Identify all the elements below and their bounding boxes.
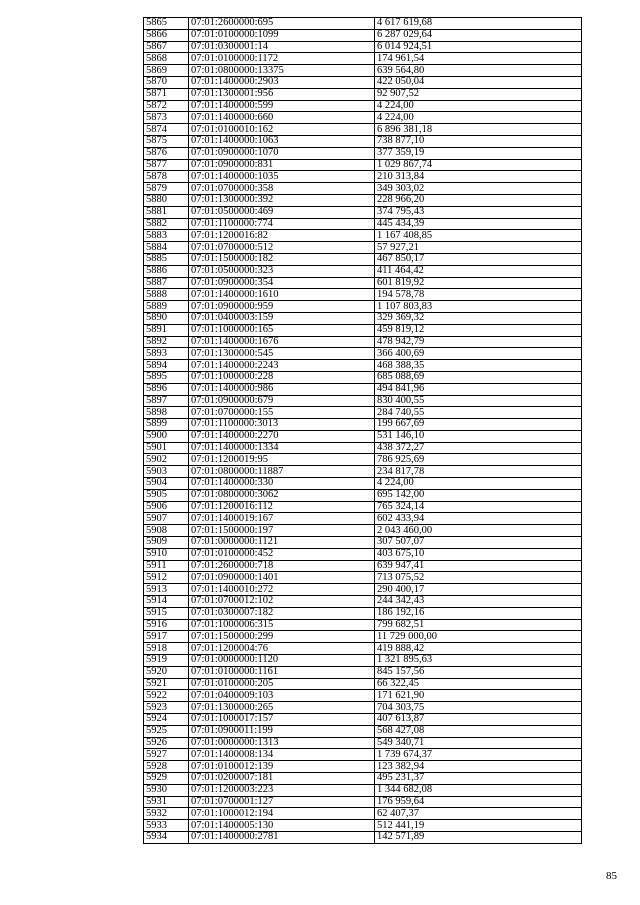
row-number-cell: 5877 bbox=[144, 159, 189, 171]
row-number-cell: 5922 bbox=[144, 690, 189, 702]
cadastral-number-cell: 07:01:1000000:228 bbox=[189, 371, 375, 383]
cadastral-value-cell: 512 441,19 bbox=[375, 820, 582, 832]
cadastral-number-cell: 07:01:1400010:272 bbox=[189, 584, 375, 596]
cadastral-number-cell: 07:01:1500000:182 bbox=[189, 253, 375, 265]
cadastral-value-cell: 329 369,32 bbox=[375, 312, 582, 324]
row-number-cell: 5872 bbox=[144, 100, 189, 112]
cadastral-value-cell: 4 617 619,68 bbox=[375, 18, 582, 30]
table-row bbox=[144, 29, 582, 41]
cadastral-value-cell: 799 682,51 bbox=[375, 619, 582, 631]
table-row bbox=[144, 230, 582, 242]
cadastral-number-cell: 07:01:0900000:959 bbox=[189, 301, 375, 313]
cadastral-value-cell: 531 146,10 bbox=[375, 430, 582, 442]
cadastral-value-cell: 403 675,10 bbox=[375, 548, 582, 560]
table-row bbox=[144, 336, 582, 348]
table-row bbox=[144, 312, 582, 324]
row-number-cell: 5919 bbox=[144, 655, 189, 667]
cadastral-number-cell: 07:01:1200016:112 bbox=[189, 501, 375, 513]
cadastral-number-cell: 07:01:0700000:512 bbox=[189, 242, 375, 254]
row-number-cell: 5867 bbox=[144, 41, 189, 53]
cadastral-number-cell: 07:01:1200004:76 bbox=[189, 643, 375, 655]
cadastral-number-cell: 07:01:1400005:130 bbox=[189, 820, 375, 832]
cadastral-number-cell: 07:01:0100000:205 bbox=[189, 678, 375, 690]
cadastral-value-cell: 6 287 029,64 bbox=[375, 29, 582, 41]
row-number-cell: 5921 bbox=[144, 678, 189, 690]
table-row bbox=[144, 242, 582, 254]
cadastral-number-cell: 07:01:0300001:14 bbox=[189, 41, 375, 53]
cadastral-number-cell: 07:01:1000006:315 bbox=[189, 619, 375, 631]
table-row bbox=[144, 454, 582, 466]
row-number-cell: 5907 bbox=[144, 513, 189, 525]
table-row bbox=[144, 371, 582, 383]
cadastral-number-cell: 07:01:0000000:1313 bbox=[189, 737, 375, 749]
cadastral-value-cell: 765 324,14 bbox=[375, 501, 582, 513]
row-number-cell: 5890 bbox=[144, 312, 189, 324]
table-row bbox=[144, 253, 582, 265]
table-row bbox=[144, 820, 582, 832]
cadastral-value-cell: 194 578,78 bbox=[375, 289, 582, 301]
cadastral-value-cell: 174 961,54 bbox=[375, 53, 582, 65]
table-row bbox=[144, 395, 582, 407]
row-number-cell: 5924 bbox=[144, 714, 189, 726]
table-row bbox=[144, 761, 582, 773]
cadastral-number-cell: 07:01:0500000:323 bbox=[189, 265, 375, 277]
row-number-cell: 5885 bbox=[144, 253, 189, 265]
cadastral-value-cell: 374 795,43 bbox=[375, 206, 582, 218]
table-row bbox=[144, 607, 582, 619]
cadastral-value-cell: 713 075,52 bbox=[375, 572, 582, 584]
cadastral-number-cell: 07:01:1100000:774 bbox=[189, 218, 375, 230]
table-row bbox=[144, 725, 582, 737]
row-number-cell: 5866 bbox=[144, 29, 189, 41]
row-number-cell: 5929 bbox=[144, 773, 189, 785]
row-number-cell: 5883 bbox=[144, 230, 189, 242]
row-number-cell: 5897 bbox=[144, 395, 189, 407]
cadastral-number-cell: 07:01:0100010:162 bbox=[189, 124, 375, 136]
cadastral-value-cell: 11 729 000,00 bbox=[375, 631, 582, 643]
table-row bbox=[144, 442, 582, 454]
cadastral-value-cell: 478 942,79 bbox=[375, 336, 582, 348]
cadastral-value-cell: 685 088,69 bbox=[375, 371, 582, 383]
table-row bbox=[144, 419, 582, 431]
cadastral-value-cell: 186 192,16 bbox=[375, 607, 582, 619]
cadastral-number-cell: 07:01:1400008:134 bbox=[189, 749, 375, 761]
cadastral-number-cell: 07:01:1500000:299 bbox=[189, 631, 375, 643]
cadastral-number-cell: 07:01:1400000:1035 bbox=[189, 171, 375, 183]
cadastral-number-cell: 07:01:1400000:1610 bbox=[189, 289, 375, 301]
table-row bbox=[144, 831, 582, 843]
cadastral-value-cell: 438 372,27 bbox=[375, 442, 582, 454]
cadastral-number-cell: 07:01:1400000:986 bbox=[189, 383, 375, 395]
row-number-cell: 5920 bbox=[144, 666, 189, 678]
row-number-cell: 5875 bbox=[144, 135, 189, 147]
row-number-cell: 5868 bbox=[144, 53, 189, 65]
cadastral-value-cell: 57 927,21 bbox=[375, 242, 582, 254]
row-number-cell: 5931 bbox=[144, 796, 189, 808]
table-row bbox=[144, 147, 582, 159]
cadastral-number-cell: 07:01:1400000:1063 bbox=[189, 135, 375, 147]
table-row bbox=[144, 773, 582, 785]
table-row bbox=[144, 289, 582, 301]
table-row bbox=[144, 489, 582, 501]
table-row bbox=[144, 596, 582, 608]
cadastral-value-cell: 142 571,89 bbox=[375, 831, 582, 843]
table-row bbox=[144, 430, 582, 442]
row-number-cell: 5874 bbox=[144, 124, 189, 136]
cadastral-number-cell: 07:01:0100000:452 bbox=[189, 548, 375, 560]
cadastral-value-cell: 4 224,00 bbox=[375, 112, 582, 124]
row-number-cell: 5933 bbox=[144, 820, 189, 832]
cadastral-number-cell: 07:01:1000017:157 bbox=[189, 714, 375, 726]
table-body bbox=[144, 18, 582, 844]
row-number-cell: 5910 bbox=[144, 548, 189, 560]
cadastral-value-cell: 495 231,37 bbox=[375, 773, 582, 785]
table-row bbox=[144, 513, 582, 525]
cadastral-number-cell: 07:01:0100000:1172 bbox=[189, 53, 375, 65]
table-row bbox=[144, 749, 582, 761]
cadastral-value-cell: 66 322,45 bbox=[375, 678, 582, 690]
table-row bbox=[144, 100, 582, 112]
table-row bbox=[144, 501, 582, 513]
cadastral-value-cell: 366 400,69 bbox=[375, 348, 582, 360]
row-number-cell: 5930 bbox=[144, 784, 189, 796]
cadastral-value-cell: 6 896 381,18 bbox=[375, 124, 582, 136]
cadastral-value-cell: 411 464,42 bbox=[375, 265, 582, 277]
cadastral-number-cell: 07:01:0800000:3062 bbox=[189, 489, 375, 501]
cadastral-value-table bbox=[143, 17, 582, 844]
cadastral-value-cell: 123 382,94 bbox=[375, 761, 582, 773]
cadastral-number-cell: 07:01:0300007:182 bbox=[189, 607, 375, 619]
row-number-cell: 5903 bbox=[144, 466, 189, 478]
table-row bbox=[144, 784, 582, 796]
cadastral-number-cell: 07:01:0100012:139 bbox=[189, 761, 375, 773]
table-row bbox=[144, 655, 582, 667]
cadastral-value-cell: 1 739 674,37 bbox=[375, 749, 582, 761]
table-row bbox=[144, 159, 582, 171]
table-row bbox=[144, 65, 582, 77]
cadastral-value-cell: 407 613,87 bbox=[375, 714, 582, 726]
table-row bbox=[144, 53, 582, 65]
cadastral-number-cell: 07:01:0000000:1120 bbox=[189, 655, 375, 667]
table-row bbox=[144, 265, 582, 277]
cadastral-number-cell: 07:01:1500000:197 bbox=[189, 525, 375, 537]
cadastral-number-cell: 07:01:2600000:695 bbox=[189, 18, 375, 30]
cadastral-number-cell: 07:01:0900000:1401 bbox=[189, 572, 375, 584]
cadastral-value-cell: 210 313,84 bbox=[375, 171, 582, 183]
cadastral-value-cell: 349 303,02 bbox=[375, 183, 582, 195]
cadastral-number-cell: 07:01:0800000:11887 bbox=[189, 466, 375, 478]
row-number-cell: 5913 bbox=[144, 584, 189, 596]
row-number-cell: 5882 bbox=[144, 218, 189, 230]
cadastral-number-cell: 07:01:1400000:330 bbox=[189, 478, 375, 490]
row-number-cell: 5916 bbox=[144, 619, 189, 631]
cadastral-value-cell: 830 400,55 bbox=[375, 395, 582, 407]
cadastral-number-cell: 07:01:1400000:2781 bbox=[189, 831, 375, 843]
cadastral-value-cell: 377 359,19 bbox=[375, 147, 582, 159]
row-number-cell: 5869 bbox=[144, 65, 189, 77]
cadastral-number-cell: 07:01:1400000:1676 bbox=[189, 336, 375, 348]
row-number-cell: 5902 bbox=[144, 454, 189, 466]
table-row bbox=[144, 124, 582, 136]
cadastral-value-cell: 1 029 867,74 bbox=[375, 159, 582, 171]
cadastral-number-cell: 07:01:1300000:392 bbox=[189, 194, 375, 206]
cadastral-value-cell: 639 564,80 bbox=[375, 65, 582, 77]
table-row bbox=[144, 171, 582, 183]
cadastral-number-cell: 07:01:0700001:127 bbox=[189, 796, 375, 808]
table-row bbox=[144, 737, 582, 749]
row-number-cell: 5873 bbox=[144, 112, 189, 124]
cadastral-value-cell: 639 947,41 bbox=[375, 560, 582, 572]
cadastral-number-cell: 07:01:0800000:13375 bbox=[189, 65, 375, 77]
cadastral-number-cell: 07:01:0900000:831 bbox=[189, 159, 375, 171]
cadastral-number-cell: 07:01:0900011:199 bbox=[189, 725, 375, 737]
row-number-cell: 5889 bbox=[144, 301, 189, 313]
table-row bbox=[144, 560, 582, 572]
cadastral-value-cell: 494 841,96 bbox=[375, 383, 582, 395]
cadastral-number-cell: 07:01:0200007:181 bbox=[189, 773, 375, 785]
table-row bbox=[144, 584, 582, 596]
row-number-cell: 5901 bbox=[144, 442, 189, 454]
cadastral-number-cell: 07:01:1000012:194 bbox=[189, 808, 375, 820]
table-row bbox=[144, 702, 582, 714]
cadastral-value-cell: 1 344 682,08 bbox=[375, 784, 582, 796]
row-number-cell: 5906 bbox=[144, 501, 189, 513]
table-row bbox=[144, 548, 582, 560]
row-number-cell: 5918 bbox=[144, 643, 189, 655]
cadastral-number-cell: 07:01:1300000:545 bbox=[189, 348, 375, 360]
cadastral-value-cell: 290 400,17 bbox=[375, 584, 582, 596]
row-number-cell: 5911 bbox=[144, 560, 189, 572]
cadastral-number-cell: 07:01:0500000:469 bbox=[189, 206, 375, 218]
row-number-cell: 5904 bbox=[144, 478, 189, 490]
cadastral-number-cell: 07:01:2600000:718 bbox=[189, 560, 375, 572]
row-number-cell: 5927 bbox=[144, 749, 189, 761]
cadastral-value-cell: 845 157,56 bbox=[375, 666, 582, 678]
row-number-cell: 5908 bbox=[144, 525, 189, 537]
cadastral-value-cell: 199 667,69 bbox=[375, 419, 582, 431]
row-number-cell: 5909 bbox=[144, 537, 189, 549]
table-row bbox=[144, 478, 582, 490]
table-row bbox=[144, 277, 582, 289]
cadastral-number-cell: 07:01:0900000:679 bbox=[189, 395, 375, 407]
cadastral-value-cell: 568 427,08 bbox=[375, 725, 582, 737]
cadastral-number-cell: 07:01:1000000:165 bbox=[189, 324, 375, 336]
cadastral-number-cell: 07:01:1400000:2243 bbox=[189, 360, 375, 372]
cadastral-value-cell: 307 507,07 bbox=[375, 537, 582, 549]
row-number-cell: 5888 bbox=[144, 289, 189, 301]
table-row bbox=[144, 714, 582, 726]
cadastral-value-cell: 419 888,42 bbox=[375, 643, 582, 655]
row-number-cell: 5925 bbox=[144, 725, 189, 737]
table-row bbox=[144, 631, 582, 643]
table-row bbox=[144, 466, 582, 478]
table-row bbox=[144, 678, 582, 690]
row-number-cell: 5915 bbox=[144, 607, 189, 619]
cadastral-value-cell: 445 434,39 bbox=[375, 218, 582, 230]
row-number-cell: 5876 bbox=[144, 147, 189, 159]
cadastral-value-cell: 228 966,20 bbox=[375, 194, 582, 206]
page-number: 85 bbox=[606, 870, 617, 882]
cadastral-value-cell: 602 433,94 bbox=[375, 513, 582, 525]
row-number-cell: 5887 bbox=[144, 277, 189, 289]
cadastral-number-cell: 07:01:1400019:167 bbox=[189, 513, 375, 525]
table-row bbox=[144, 76, 582, 88]
row-number-cell: 5884 bbox=[144, 242, 189, 254]
row-number-cell: 5896 bbox=[144, 383, 189, 395]
cadastral-value-cell: 234 817,78 bbox=[375, 466, 582, 478]
row-number-cell: 5914 bbox=[144, 596, 189, 608]
row-number-cell: 5928 bbox=[144, 761, 189, 773]
row-number-cell: 5923 bbox=[144, 702, 189, 714]
cadastral-value-cell: 601 819,92 bbox=[375, 277, 582, 289]
table-row bbox=[144, 666, 582, 678]
table-row bbox=[144, 572, 582, 584]
cadastral-number-cell: 07:01:0000000:1121 bbox=[189, 537, 375, 549]
table-row bbox=[144, 183, 582, 195]
cadastral-value-cell: 4 224,00 bbox=[375, 478, 582, 490]
cadastral-number-cell: 07:01:0900000:1070 bbox=[189, 147, 375, 159]
cadastral-number-cell: 07:01:1200016:82 bbox=[189, 230, 375, 242]
cadastral-number-cell: 07:01:0400009:103 bbox=[189, 690, 375, 702]
cadastral-number-cell: 07:01:1400000:599 bbox=[189, 100, 375, 112]
row-number-cell: 5870 bbox=[144, 76, 189, 88]
row-number-cell: 5926 bbox=[144, 737, 189, 749]
row-number-cell: 5895 bbox=[144, 371, 189, 383]
cadastral-value-cell: 1 321 895,63 bbox=[375, 655, 582, 667]
cadastral-value-cell: 468 388,35 bbox=[375, 360, 582, 372]
table-row bbox=[144, 135, 582, 147]
cadastral-value-cell: 171 621,90 bbox=[375, 690, 582, 702]
cadastral-number-cell: 07:01:0100000:1099 bbox=[189, 29, 375, 41]
cadastral-value-cell: 176 959,64 bbox=[375, 796, 582, 808]
table-row bbox=[144, 18, 582, 30]
cadastral-value-cell: 467 850,17 bbox=[375, 253, 582, 265]
cadastral-value-cell: 549 340,71 bbox=[375, 737, 582, 749]
row-number-cell: 5879 bbox=[144, 183, 189, 195]
row-number-cell: 5878 bbox=[144, 171, 189, 183]
cadastral-number-cell: 07:01:1400000:2270 bbox=[189, 430, 375, 442]
cadastral-number-cell: 07:01:1200003:223 bbox=[189, 784, 375, 796]
cadastral-value-cell: 6 014 924,51 bbox=[375, 41, 582, 53]
cadastral-value-cell: 92 907,52 bbox=[375, 88, 582, 100]
table-row bbox=[144, 88, 582, 100]
table-row bbox=[144, 360, 582, 372]
row-number-cell: 5871 bbox=[144, 88, 189, 100]
row-number-cell: 5934 bbox=[144, 831, 189, 843]
row-number-cell: 5932 bbox=[144, 808, 189, 820]
cadastral-value-cell: 738 877,10 bbox=[375, 135, 582, 147]
row-number-cell: 5880 bbox=[144, 194, 189, 206]
cadastral-number-cell: 07:01:0700000:358 bbox=[189, 183, 375, 195]
cadastral-value-cell: 1 107 803,83 bbox=[375, 301, 582, 313]
cadastral-value-cell: 786 925,69 bbox=[375, 454, 582, 466]
table-row bbox=[144, 383, 582, 395]
cadastral-value-cell: 62 407,37 bbox=[375, 808, 582, 820]
cadastral-number-cell: 07:01:1400000:660 bbox=[189, 112, 375, 124]
row-number-cell: 5886 bbox=[144, 265, 189, 277]
row-number-cell: 5893 bbox=[144, 348, 189, 360]
table-row bbox=[144, 690, 582, 702]
row-number-cell: 5905 bbox=[144, 489, 189, 501]
row-number-cell: 5917 bbox=[144, 631, 189, 643]
cadastral-number-cell: 07:01:1400000:2903 bbox=[189, 76, 375, 88]
table-row bbox=[144, 643, 582, 655]
table-row bbox=[144, 619, 582, 631]
cadastral-number-cell: 07:01:1300000:265 bbox=[189, 702, 375, 714]
cadastral-value-cell: 422 050,04 bbox=[375, 76, 582, 88]
table-row bbox=[144, 407, 582, 419]
cadastral-number-cell: 07:01:1200019:95 bbox=[189, 454, 375, 466]
table-row bbox=[144, 808, 582, 820]
cadastral-number-cell: 07:01:0400003:159 bbox=[189, 312, 375, 324]
row-number-cell: 5900 bbox=[144, 430, 189, 442]
table-row bbox=[144, 348, 582, 360]
table-row bbox=[144, 194, 582, 206]
table-row bbox=[144, 112, 582, 124]
table-row bbox=[144, 796, 582, 808]
table-row bbox=[144, 301, 582, 313]
cadastral-value-cell: 704 303,75 bbox=[375, 702, 582, 714]
row-number-cell: 5881 bbox=[144, 206, 189, 218]
cadastral-number-cell: 07:01:1100000:3013 bbox=[189, 419, 375, 431]
row-number-cell: 5899 bbox=[144, 419, 189, 431]
cadastral-value-cell: 244 342,43 bbox=[375, 596, 582, 608]
cadastral-value-cell: 284 740,55 bbox=[375, 407, 582, 419]
table-row bbox=[144, 218, 582, 230]
row-number-cell: 5912 bbox=[144, 572, 189, 584]
cadastral-number-cell: 07:01:0100000:1161 bbox=[189, 666, 375, 678]
table-row bbox=[144, 41, 582, 53]
row-number-cell: 5894 bbox=[144, 360, 189, 372]
row-number-cell: 5891 bbox=[144, 324, 189, 336]
cadastral-number-cell: 07:01:1400000:1334 bbox=[189, 442, 375, 454]
table-row bbox=[144, 324, 582, 336]
table-row bbox=[144, 537, 582, 549]
cadastral-number-cell: 07:01:0900000:354 bbox=[189, 277, 375, 289]
row-number-cell: 5898 bbox=[144, 407, 189, 419]
cadastral-value-cell: 2 043 460,00 bbox=[375, 525, 582, 537]
cadastral-number-cell: 07:01:1300001:956 bbox=[189, 88, 375, 100]
cadastral-number-cell: 07:01:0700000:155 bbox=[189, 407, 375, 419]
cadastral-value-cell: 4 224,00 bbox=[375, 100, 582, 112]
cadastral-value-cell: 1 167 408,85 bbox=[375, 230, 582, 242]
cadastral-value-cell: 695 142,00 bbox=[375, 489, 582, 501]
cadastral-value-cell: 459 819,12 bbox=[375, 324, 582, 336]
row-number-cell: 5865 bbox=[144, 18, 189, 30]
table-row bbox=[144, 525, 582, 537]
cadastral-number-cell: 07:01:0700012:102 bbox=[189, 596, 375, 608]
row-number-cell: 5892 bbox=[144, 336, 189, 348]
table-row bbox=[144, 206, 582, 218]
